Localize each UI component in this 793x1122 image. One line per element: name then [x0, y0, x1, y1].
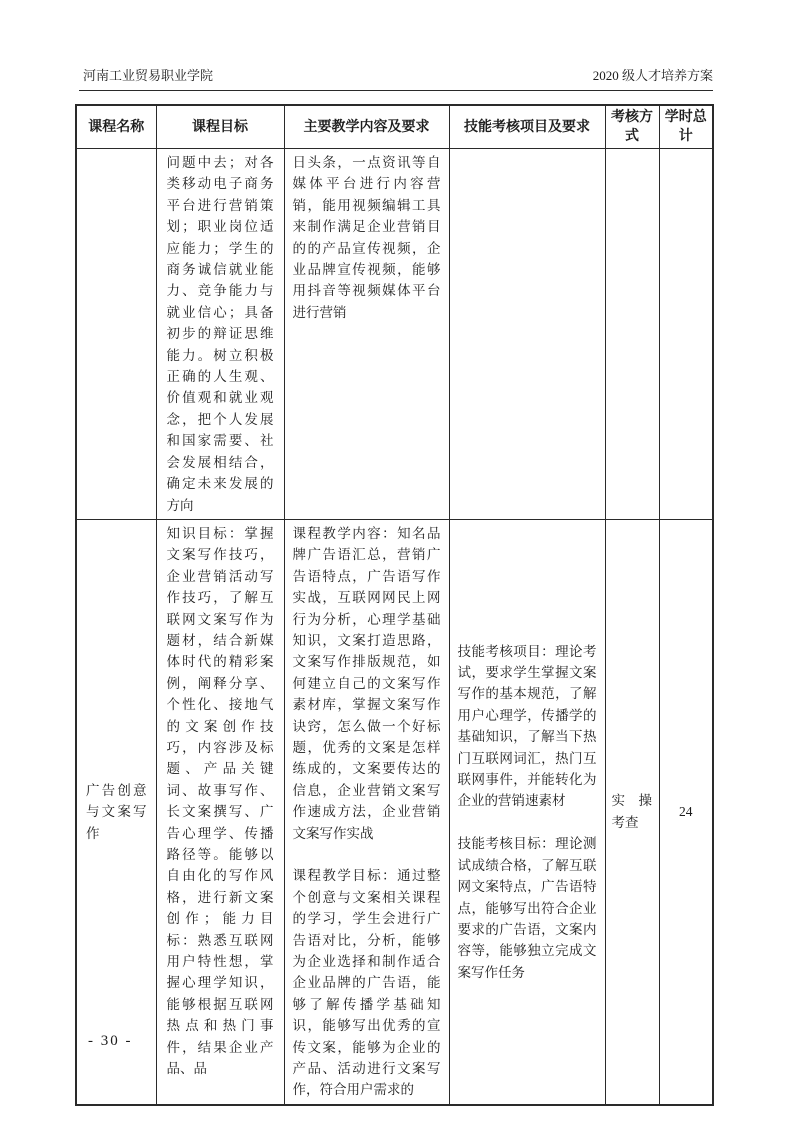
- assessment-method-line-2: 考查: [611, 814, 639, 830]
- page-number: - 30 -: [88, 1033, 133, 1049]
- col-header-objectives: 课程目标: [156, 105, 284, 149]
- header-plan-title: 2020 级人才培养方案: [592, 68, 713, 83]
- assessment-method-line-1: 实 操: [611, 792, 652, 808]
- header-rule: [79, 90, 713, 91]
- cell-teaching-content: [284, 519, 449, 1104]
- cell-objectives: [156, 519, 284, 1104]
- cell-skill-assessment: [449, 149, 605, 520]
- teaching-content-paragraph: 课程教学内容：知名品牌广告语汇总，营销广告语特点，广告语写作实战，互联网网民上网行为分析，心理学基础知识，文案打造思路，文案写作排版规范，如何建立自己的文案写作素材库，掌握文案写作诀窍，怎么做一个好标题，优秀的文案是怎样练成的，文案要传达的信息，企业营销文案写作速成方法，企业营销文案写作实战: [292, 525, 441, 841]
- cell-assessment-method: [605, 149, 659, 520]
- col-header-method: 考核方式: [605, 105, 659, 149]
- cell-course-name: [76, 519, 156, 1104]
- cell-course-name: [76, 149, 156, 520]
- cell-skill-assessment: [449, 519, 605, 1104]
- objectives-text: 知识目标：掌握文案写作技巧，企业营销活动写作技巧，了解互联网文案写作为题材，结合新媒体时代的精彩案例，阐释分享、个性化、接地气的文案创作技巧，内容涉及标题、产品关键词、故事写作、长文案撰写、广告心理学、传播路径等。能够以自由化的写作风格，进行新文案创作；能力目标：熟悉互联网用户特性想，掌握心理学知识，能够根据互联网热点和热门事件，结果企业产品、品: [166, 525, 274, 1077]
- total-hours-value: 24: [679, 804, 693, 820]
- table-row: [76, 519, 713, 1104]
- col-header-total-hours: 学时总计: [659, 105, 713, 149]
- running-header: [80, 66, 713, 90]
- cell-total-hours: [659, 519, 713, 1104]
- table-header-row: [76, 105, 713, 149]
- table-row: [76, 149, 713, 520]
- col-header-course-name: 课程名称: [76, 105, 156, 149]
- cell-total-hours: [659, 149, 713, 520]
- course-name-text: 广告创意与文案写作: [86, 782, 147, 841]
- teaching-content-text: 日头条，一点资讯等自媒体平台进行内容营销，能用视频编辑工具来制作满足企业营销目的的产品宣传视频，企业品牌宣传视频，能够用抖音等视频媒体平台进行营销: [292, 155, 441, 320]
- col-header-assessment: 技能考核项目及要求: [449, 105, 605, 149]
- teaching-goal-paragraph: 课程教学目标：通过整个创意与文案相关课程的学习，学生会进行广告语对比，分析，能够为企业选择和制作适合企业品牌的广告语，能够了解传播学基础知识，能够写出优秀的宣传文案，能够为企业的产品、活动进行文案写作，符合用户需求的: [292, 868, 441, 1098]
- cell-teaching-content: [284, 149, 449, 520]
- assessment-item-paragraph: 技能考核项目：理论考试，要求学生掌握文案写作的基本规范，了解用户心理学，传播学的基础知识，了解当下热门互联网词汇，热门互联网事件，并能转化为企业的营销速素材: [457, 643, 597, 809]
- objectives-text: 问题中去；对各类移动电子商务平台进行营销策划；职业岗位适应能力；学生的商务诚信就业能力、竞争能力与就业信心；具备初步的辩证思维能力。树立积极正确的人生观、价值观和就业观念，把个人发展和国家需要、社会发展相结合，确定未来发展的方向: [166, 155, 274, 513]
- cell-assessment-method: [605, 519, 659, 1104]
- header-school-name: 河南工业贸易职业学院: [83, 68, 214, 83]
- col-header-content: 主要教学内容及要求: [284, 105, 449, 149]
- assessment-goal-paragraph: 技能考核目标：理论测试成绩合格，了解互联网文案特点，广告语特点，能够写出符合企业要求的广告语，文案内容等，能够独立完成文案写作任务: [457, 836, 597, 980]
- course-table: [75, 104, 714, 1106]
- cell-objectives: [156, 149, 284, 520]
